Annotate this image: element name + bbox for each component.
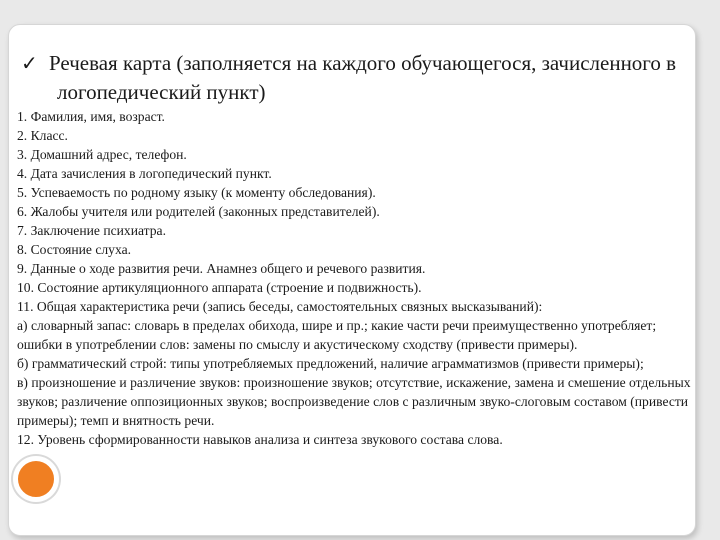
list-item: 6. Жалобы учителя или родителей (законных представителей). [17, 204, 380, 219]
list-item: 11. Общая характеристика речи (запись беседы, самостоятельных связных высказываний): [17, 299, 543, 314]
checkmark-icon: ✓ [21, 51, 38, 75]
orange-circle-decoration [13, 456, 59, 502]
list-item: 10. Состояние артикуляционного аппарата (строение и подвижность). [17, 280, 422, 295]
speech-card-items [17, 107, 693, 449]
list-item: 1. Фамилия, имя, возраст. [17, 109, 165, 124]
list-item: 9. Данные о ходе развития речи. Анамнез общего и речевого развития. [17, 261, 426, 276]
slide-heading [21, 49, 689, 107]
list-item: 3. Домашний адрес, телефон. [17, 147, 187, 162]
list-item: 8. Состояние слуха. [17, 242, 132, 257]
list-item: 7. Заключение психиатра. [17, 223, 166, 238]
list-item: б) грамматический строй: типы употребляемых предложений, наличие аграмматизмов (привести примеры); [17, 356, 644, 371]
heading-text: Речевая карта (заполняется на каждого обучающегося, зачисленного в логопедический пункт) [49, 51, 677, 104]
list-item: 5. Успеваемость по родному языку (к моменту обследования). [17, 185, 376, 200]
slide [8, 24, 696, 536]
list-item: 2. Класс. [17, 128, 68, 143]
list-item: 4. Дата зачисления в логопедический пункт. [17, 166, 272, 181]
list-item: а) словарный запас: словарь в пределах обихода, шире и пр.; какие части речи преимущественно употребляет; ошибки в употреблении слов: замены по смыслу и акустическому сходству (привести примеры). [17, 318, 657, 352]
list-item: в) произношение и различение звуков: произношение звуков; отсутствие, искажение, замена и смешение отдельных звуков; различение оппозиционных звуков; воспроизведение слов с различным звуко-слоговым составом (привести примеры); темп и внятность речи. [17, 375, 691, 428]
list-item: 12. Уровень сформированности навыков анализа и синтеза звукового состава слова. [17, 432, 503, 447]
